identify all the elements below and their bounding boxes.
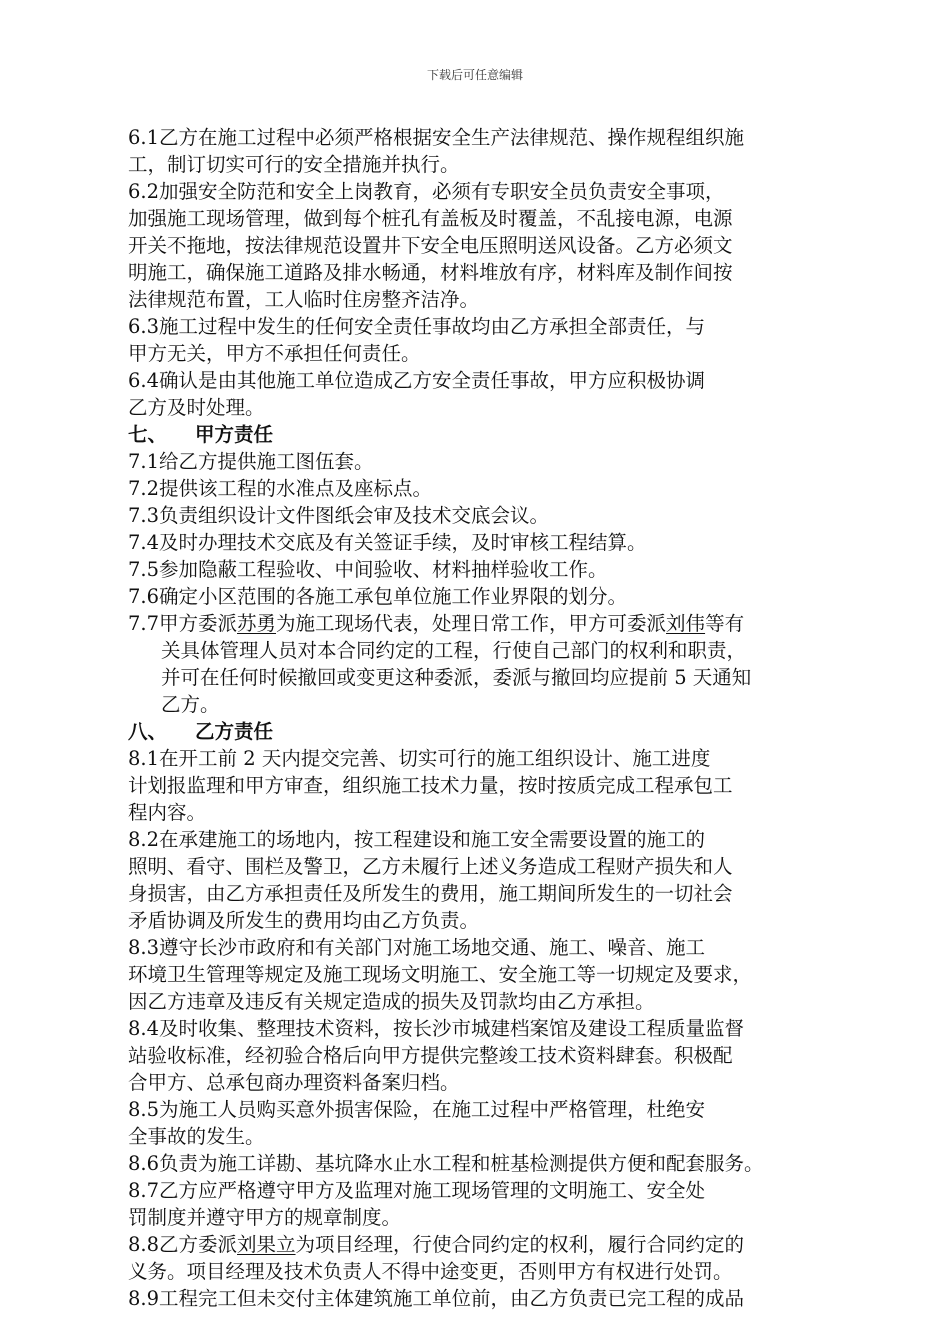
text-line: 8.3遵守长沙市政府和有关部门对施工场地交通、施工、噪音、施工 [128,936,706,959]
project-manager-name: 刘果立 [237,1233,296,1256]
text-line: 6.2加强安全防范和安全上岗教育，必须有专职安全员负责安全事项， [128,180,725,203]
text-line: 开关不拖地，按法律规范设置井下安全电压照明送风设备。乙方必须文 [128,234,733,257]
text-line: 8.9工程完工但未交付主体建筑施工单位前，由乙方负责已完工程的成品 [128,1287,745,1310]
text-line: 关具体管理人员对本合同约定的工程，行使自己部门的权利和职责， [161,639,747,662]
list-item: 7.1给乙方提供施工图伍套。 [128,450,374,473]
section-number: 八、 [128,720,168,743]
text-run: 为施工现场代表，处理日常工作，甲方可委派 [276,612,667,635]
text-run: 8.8乙方委派 [128,1233,238,1256]
text-line: 加强施工现场管理，做到每个桩孔有盖板及时覆盖，不乱接电源，电源 [128,207,733,230]
text-line: 6.4确认是由其他施工单位造成乙方安全责任事故，甲方应积极协调 [128,369,706,392]
text-line: 8.6负责为施工详勘、基坑降水止水工程和桩基检测提供方便和配套服务。 [128,1152,764,1175]
text-line: 义务。项目经理及技术负责人不得中途变更，否则甲方有权进行处罚。 [128,1260,733,1283]
section-heading-7 [128,421,840,448]
text-line: 甲方无关，甲方不承担任何责任。 [128,342,421,365]
text-line: 因乙方违章及违反有关规定造成的损失及罚款均由乙方承担。 [128,990,655,1013]
text-line: 全事故的发生。 [128,1125,265,1148]
text-line: 身损害，由乙方承担责任及所发生的费用，施工期间所发生的一切社会 [128,882,733,905]
list-item: 7.6确定小区范围的各施工承包单位施工作业界限的划分。 [128,585,628,608]
text-line: 程内容。 [128,801,207,824]
text-line: 乙方及时处理。 [128,396,265,419]
list-item: 7.3负责组织设计文件图纸会审及技术交底会议。 [128,504,550,527]
text-line: 并可在任何时候撤回或变更这种委派，委派与撤回均应提前 5 天通知 [161,666,752,689]
text-line: 8.2在承建施工的场地内，按工程建设和施工安全需要设置的施工的 [128,828,706,851]
section-title: 甲方责任 [195,423,274,446]
section-number: 七、 [128,423,168,446]
text-line: 矛盾协调及所发生的费用均由乙方负责。 [128,909,480,932]
representative-name: 苏勇 [237,612,277,635]
text-line: 乙方。 [161,693,220,716]
text-line: 8.5为施工人员购买意外损害保险，在施工过程中严格管理，杜绝安 [128,1098,706,1121]
delegate-name: 刘伟 [666,612,706,635]
text-run: 7.7甲方委派 [128,612,238,635]
text-line: 照明、看守、围栏及警卫，乙方未履行上述义务造成工程财产损失和人 [128,855,733,878]
text-line: 法律规范布置，工人临时住房整齐洁净。 [128,288,480,311]
text-line: 8.1在开工前 2 天内提交完善、切实可行的施工组织设计、施工进度 [128,747,711,770]
text-line: 明施工，确保施工道路及排水畅通，材料堆放有序，材料库及制作间按 [128,261,733,284]
text-line: 8.7乙方应严格遵守甲方及监理对施工现场管理的文明施工、安全处 [128,1179,706,1202]
list-item: 7.5参加隐蔽工程验收、中间验收、材料抽样验收工作。 [128,558,608,581]
text-line: 合甲方、总承包商办理资料备案归档。 [128,1071,460,1094]
text-run: 等有 [705,612,745,635]
text-line: 6.1乙方在施工过程中必须严格根据安全生产法律规范、操作规程组织施 [128,126,745,149]
text-line: 罚制度并遵守甲方的规章制度。 [128,1206,402,1229]
list-item: 7.4及时办理技术交底及有关签证手续，及时审核工程结算。 [128,531,647,554]
document-body [128,124,840,1312]
text-line: 环境卫生管理等规定及施工现场文明施工、安全施工等一切规定及要求， [128,963,753,986]
text-line: 6.3施工过程中发生的任何安全责任事故均由乙方承担全部责任，与 [128,315,706,338]
section-title: 乙方责任 [195,720,274,743]
list-item-7-7 [128,610,840,637]
list-item: 7.2提供该工程的水准点及座标点。 [128,477,433,500]
page-header: 下载后可任意编辑 [426,68,523,82]
list-item-8-8 [128,1231,840,1258]
text-line: 工，制订切实可行的安全措施并执行。 [128,153,460,176]
text-line: 8.4及时收集、整理技术资料，按长沙市城建档案馆及建设工程质量监督 [128,1017,745,1040]
section-heading-8 [128,718,840,745]
text-run: 为项目经理，行使合同约定的权利，履行合同约定的 [295,1233,745,1256]
text-line: 站验收标准，经初验合格后向甲方提供完整竣工技术资料肆套。积极配 [128,1044,733,1067]
text-line: 计划报监理和甲方审查，组织施工技术力量，按时按质完成工程承包工 [128,774,733,797]
